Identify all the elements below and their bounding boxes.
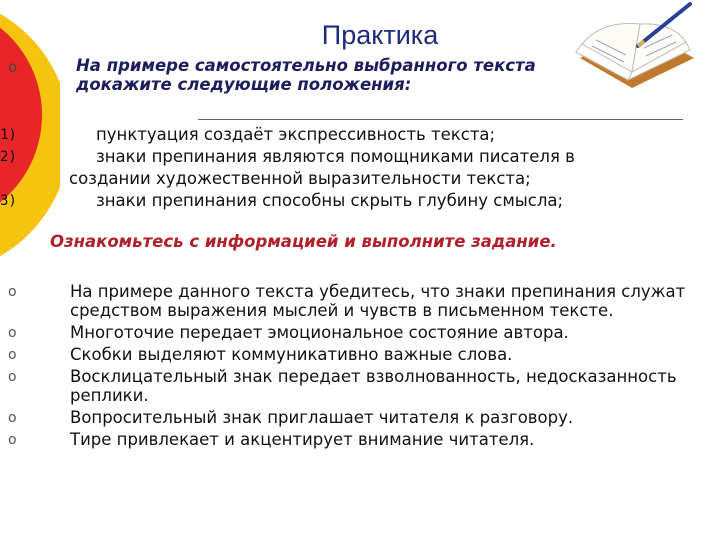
divider-line: [198, 119, 683, 120]
item-text: знаки препинания способны скрыть глубину смысла;: [96, 191, 564, 210]
item-text-continuation: создании художественной выразительности текста;: [69, 169, 531, 188]
numbered-item: [0, 146, 700, 190]
bullet-marker: o: [8, 432, 17, 448]
item-number: 1): [0, 127, 17, 143]
list-item-text: На примере данного текста убедитесь, что знаки препинания служат средством выражения мыслей и чувств в письменном тексте.: [70, 282, 686, 320]
list-item: [0, 282, 700, 320]
bullet-marker: o: [8, 325, 17, 341]
bullet-marker: o: [8, 284, 17, 300]
list-item: [0, 430, 700, 449]
list-item-text: Скобки выделяют коммуникативно важные слова.: [70, 345, 513, 364]
task-instruction: Ознакомьтесь с информацией и выполните задание.: [50, 232, 557, 251]
bullet-list: [0, 282, 700, 452]
bullet-marker: o: [8, 410, 17, 426]
intro-text: На примере самостоятельно выбранного текста докажите следующие положения:: [76, 56, 536, 94]
numbered-item: [0, 190, 700, 212]
bullet-marker: o: [8, 369, 17, 385]
item-number: 2): [0, 149, 17, 165]
list-item-text: Восклицательный знак передает взволнованность, недосказанность реплики.: [70, 367, 677, 405]
intro-bullet-marker: o: [8, 58, 18, 76]
list-item-text: Тире привлекает и акцентирует внимание читателя.: [70, 430, 535, 449]
list-item-text: Вопросительный знак приглашает читателя к разговору.: [70, 408, 574, 427]
item-text: пунктуация создаёт экспрессивность текста;: [96, 125, 496, 144]
list-item-text: Многоточие передает эмоциональное состояние автора.: [70, 323, 569, 342]
item-number: 3): [0, 193, 17, 209]
list-item: [0, 345, 700, 364]
bullet-marker: o: [8, 347, 17, 363]
list-item: [0, 367, 700, 405]
item-text: знаки препинания являются помощниками писателя в: [96, 147, 575, 166]
numbered-list: [0, 124, 700, 212]
list-item: [0, 408, 700, 427]
list-item: [0, 323, 700, 342]
numbered-item: [0, 124, 700, 146]
slide-title: Практика: [321, 20, 439, 50]
